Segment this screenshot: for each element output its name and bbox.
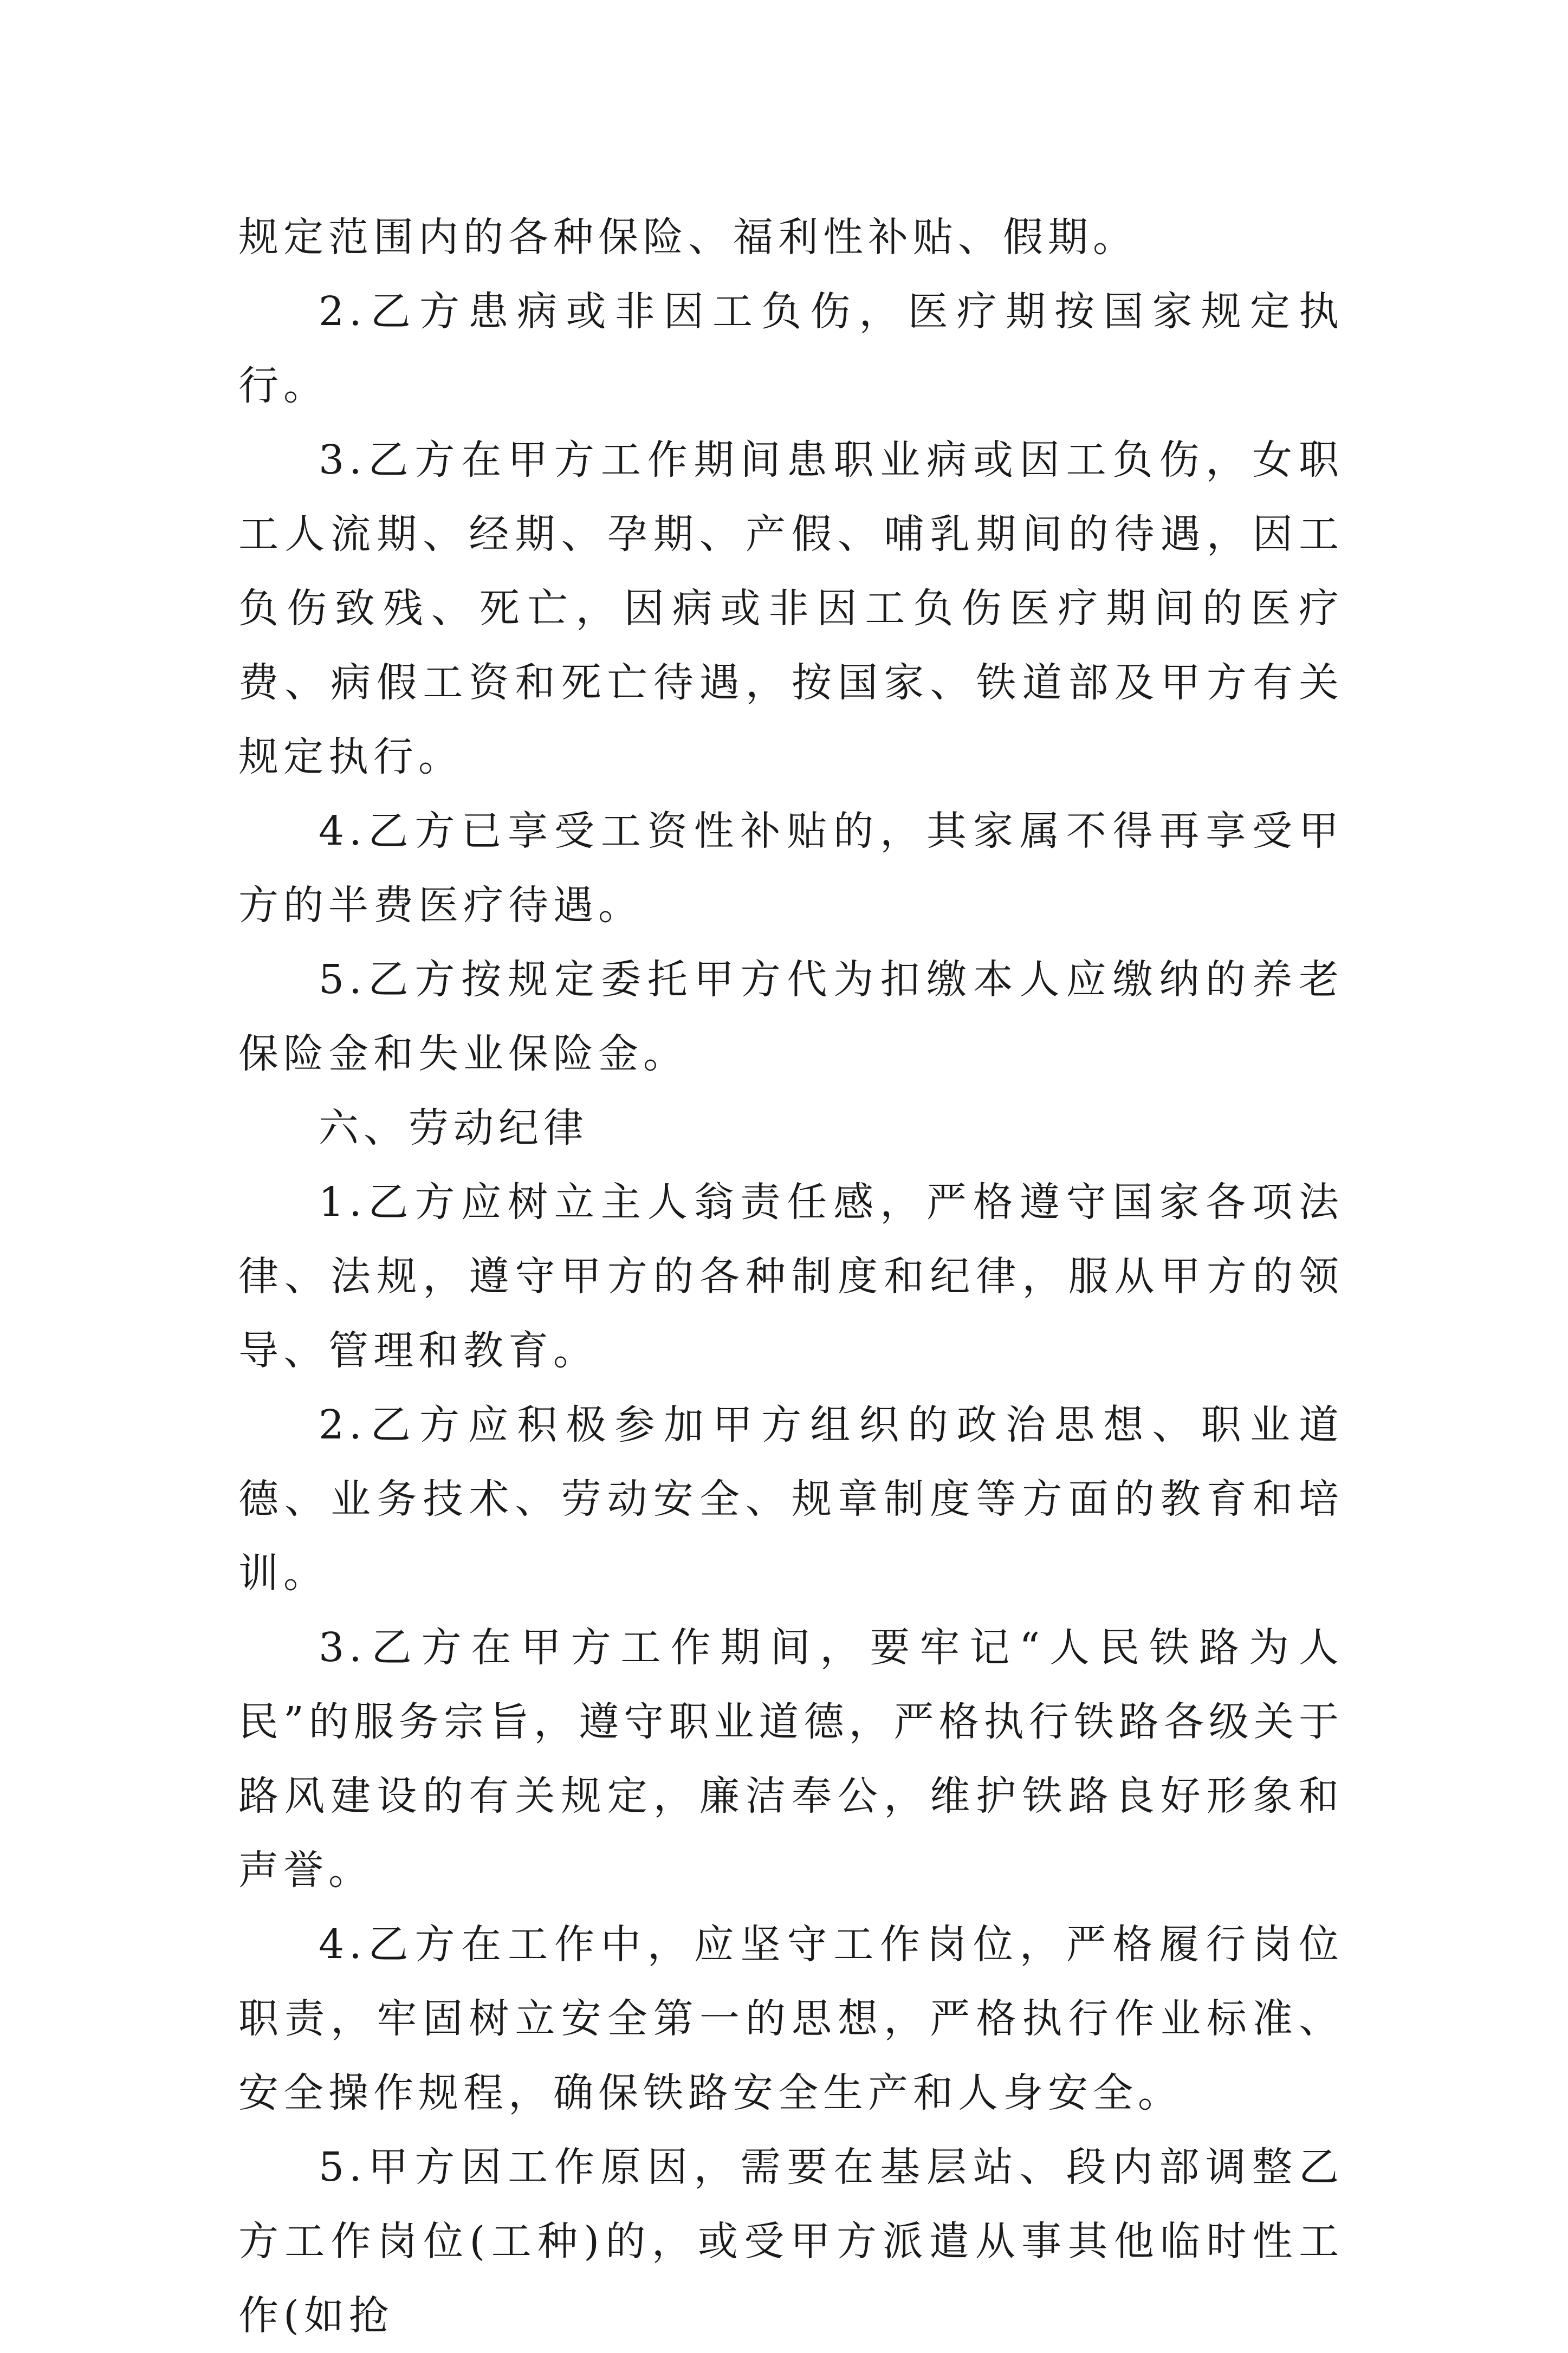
paragraph-item-5-insurance: 5.乙方按规定委托甲方代为扣缴本人应缴纳的养老保险金和失业保险金。 [238, 956, 1344, 1077]
section-heading-labor-discipline: 六、劳动纪律 [319, 1105, 588, 1151]
paragraph-discipline-item-5: 5.甲方因工作原因，需要在基层站、段内部调整乙方工作岗位(工种)的，或受甲方派遣从事其他临时性工作(如抢 [238, 2144, 1344, 2339]
paragraph-discipline-item-1: 1.乙方应树立主人翁责任感，严格遵守国家各项法律、法规，遵守甲方的各种制度和纪律，服从甲方的领导、管理和教育。 [238, 1179, 1344, 1374]
paragraph-discipline-item-4: 4.乙方在工作中，应坚守工作岗位，严格履行岗位职责，牢固树立安全第一的思想，严格执行作业标准、安全操作规程，确保铁路安全生产和人身安全。 [238, 1921, 1344, 2116]
document-body [238, 200, 1344, 2353]
paragraph-item-4-family-medical: 4.乙方已享受工资性补贴的，其家属不得再享受甲方的半费医疗待遇。 [238, 808, 1344, 929]
paragraph-discipline-item-3: 3.乙方在甲方工作期间，要牢记“人民铁路为人民”的服务宗旨，遵守职业道德，严格执行铁路各级关于路风建设的有关规定，廉洁奉公，维护铁路良好形象和声誉。 [238, 1624, 1344, 1894]
paragraph-continuation: 规定范围内的各种保险、福利性补贴、假期。 [238, 214, 1138, 261]
paragraph-item-2-medical-period: 2.乙方患病或非因工负伤，医疗期按国家规定执行。 [238, 288, 1344, 409]
paragraph-discipline-item-2: 2.乙方应积极参加甲方组织的政治思想、职业道德、业务技术、劳动安全、规章制度等方面的教育和培训。 [238, 1402, 1344, 1597]
paragraph-item-3-occupational-injury: 3.乙方在甲方工作期间患职业病或因工负伤，女职工人流期、经期、孕期、产假、哺乳期间的待遇，因工负伤致残、死亡，因病或非因工负伤医疗期间的医疗费、病假工资和死亡待遇，按国家、铁道部及甲方有关规定执行。 [238, 437, 1344, 780]
